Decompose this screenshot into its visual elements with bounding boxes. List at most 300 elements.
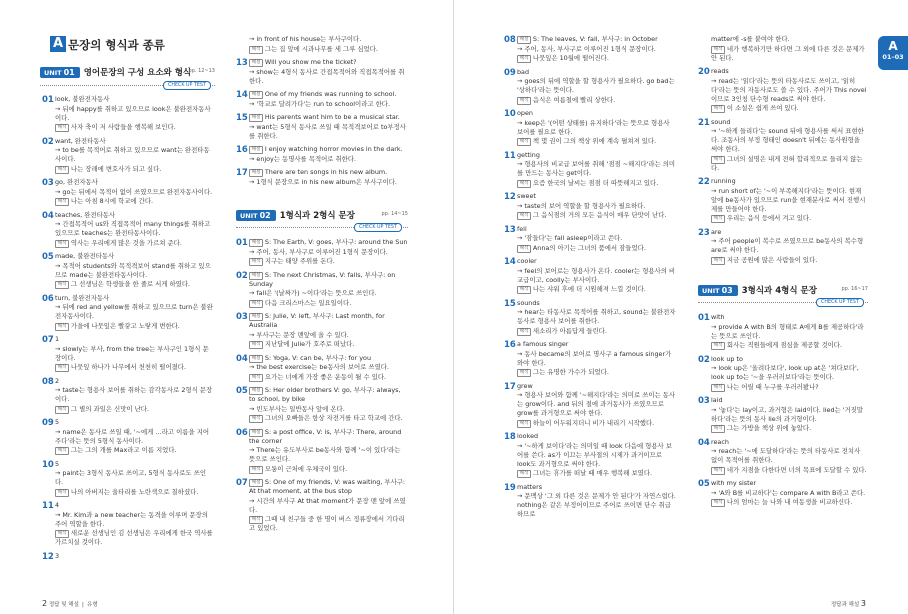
item-body: [55, 335, 214, 373]
item-line: 해설 S: Julie, V: left, 부사구: Last month, for Australia: [249, 312, 385, 329]
item-line: → '~하게 들리다'는 sound 뒤에 형용사를 써서 표현한다. 조동사의 부정 형태인 doesn't 뒤에는 동사원형을 써야 한다.: [711, 127, 864, 153]
label-tag: 해석: [55, 364, 69, 372]
item-number: 06: [42, 293, 54, 304]
item-line: → run short of는 '~이 부족해지다'라는 뜻이다. 현재 앞에 be동사가 있으므로 run을 현재분사로 써서 진행시제를 만들어야 한다.: [711, 186, 866, 213]
answer-item: [42, 252, 214, 290]
section-03-header: [698, 283, 868, 297]
item-number: 03: [236, 312, 248, 322]
answer-item: [42, 178, 214, 207]
item-line: 해석 그 별의 과일은 신맛이 난다.: [55, 405, 214, 414]
answer-item: [698, 355, 868, 393]
item-line: fell: [517, 224, 527, 233]
item-body: [711, 355, 868, 393]
item-number: 05: [42, 252, 54, 262]
answer-item: [42, 137, 214, 175]
item-number: 18: [504, 432, 516, 442]
label-tag: 해설: [249, 355, 263, 363]
item-line: → 목적어 students와 목적격보어 stand를 취하고 있으므로 made는 불완전타동사이다.: [55, 261, 211, 279]
label-tag: 해석: [55, 447, 69, 455]
item-line: → 빈도부사는 일반동사 앞에 온다.: [249, 404, 345, 413]
item-body: [249, 271, 408, 309]
item-number: 05: [698, 479, 710, 489]
item-line: → 문맥상 '그 외 다른 것은 문제가 안 된다'가 자연스럽다. nothing은 같은 부정어이므로 주어로 쓰이면 단수 취급하므로: [517, 492, 676, 518]
item-line: 해석 회사는 직원들에게 점심을 제공할 것이다.: [711, 341, 868, 350]
item-line: with: [711, 313, 725, 321]
label-tag: 해석: [517, 470, 531, 478]
section-badge: UNIT 01: [40, 67, 80, 78]
item-body: [711, 313, 868, 351]
item-line: 해석 음식은 여름철에 빨리 상한다.: [517, 96, 676, 105]
answer-item: [504, 483, 676, 520]
section-02-header: [236, 208, 408, 222]
item-line: 해설 S: The leaves, V: fall, 부사구: in October: [517, 35, 676, 44]
check-up-test-label: CHECK UP TEST: [354, 223, 402, 232]
check-up-test-label: CHECK UP TEST: [816, 298, 864, 307]
item-body: [249, 312, 408, 350]
item-line: → the best exercise는 be동사의 보어로 쓰였다.: [249, 363, 389, 371]
label-tag: 해설: [249, 272, 263, 280]
item-line: look up to: [711, 354, 743, 363]
column-1: [42, 95, 214, 566]
answer-item: [236, 386, 408, 424]
right-footer: [831, 599, 866, 608]
item-line: → 부사구는 문장 맨앞에 올 수 있다.: [249, 330, 349, 339]
item-line: 해석 책 몇 권이 그의 책상 위에 계속 펼쳐져 있다.: [517, 137, 676, 146]
item-body: [249, 478, 408, 534]
item-body: [249, 238, 408, 267]
item-line: 해석 그 음식점의 거의 모든 음식이 매우 단맛이 난다.: [517, 211, 676, 220]
label-tag: 해석: [711, 384, 725, 392]
right-page: [454, 0, 908, 614]
item-line: → in front of his house는 부사구이다.: [249, 35, 362, 43]
item-line: 1: [55, 335, 60, 343]
answer-item: [42, 377, 214, 415]
item-number: 07: [236, 478, 248, 488]
item-line: 해설 S: The next Christmas, V: falls, 부사구: on Sunday: [249, 270, 396, 288]
item-line: 5: [55, 459, 60, 468]
item-line: → read는 '읽다'라는 뜻의 타동사로도 쓰이고, '읽히다'라는 뜻의 자동사로도 쓸 수 있다. 주어가 This novel이므로 3인칭 단수형 reads로 써야 한다.: [711, 76, 867, 103]
item-line: → There는 유도부사로 be동사와 함께 '~이 있다'라는 뜻으로 쓰인다.: [249, 446, 401, 463]
item-line: 해설 There are ten songs in his new album.: [249, 168, 408, 177]
item-body: [711, 438, 868, 476]
item-body: [517, 151, 676, 189]
item-number: 08: [42, 376, 54, 387]
answer-item: [698, 438, 868, 476]
item-body: [517, 340, 676, 378]
item-line: reads: [711, 67, 729, 75]
answer-item: [504, 192, 676, 221]
label-tag: 해석: [711, 425, 725, 433]
item-body: [249, 35, 408, 54]
item-number: 16: [236, 145, 248, 155]
answer-item: [236, 145, 408, 164]
label-tag: 해석: [55, 406, 69, 414]
item-line: → go는 뒤에서 목적어 없이 쓰였으므로 완전자동사이다.: [55, 187, 213, 196]
item-line: 해석 역사는 우리에게 많은 것을 가르쳐 준다.: [55, 239, 214, 248]
tab-letter: A: [888, 39, 898, 53]
label-tag: 해석: [249, 415, 263, 423]
item-number: 19: [504, 482, 516, 493]
item-line: 3: [55, 551, 60, 560]
item-line: 해석 나는 샤워 후에 더 시원해져 느낄 것이다.: [517, 285, 676, 294]
item-number: 02: [236, 270, 248, 281]
item-body: [517, 225, 676, 254]
item-line: → '~하게 보이다'라는 의미일 때 look 다음에 형용사 보어를 쓴다. as가 이끄는 부사절의 시제가 과거이므로 look도 과거형으로 써야 한다.: [517, 441, 672, 468]
label-tag: 해석: [55, 281, 69, 289]
item-line: 해석 그녀는 휴가를 떠날 때 매우 행복해 보였다.: [517, 469, 676, 478]
section-01-header: [40, 65, 215, 79]
label-tag: 해석: [517, 245, 531, 253]
item-line: getting: [517, 150, 540, 159]
item-line: → fall은 '(날짜가) ~이다'라는 뜻으로 쓰인다.: [249, 289, 377, 297]
label-tag: 해설: [249, 387, 263, 395]
item-line: grew: [517, 381, 533, 390]
answer-item: [236, 58, 408, 86]
answer-item: [236, 428, 408, 475]
item-line: 해석 요즘 한국의 날씨는 점점 더 따뜻해지고 있다.: [517, 179, 676, 188]
item-line: 해석 그는 집 앞에 시과나무를 세 그루 심었다.: [249, 45, 408, 54]
label-tag: 해석: [249, 516, 263, 524]
label-tag: 해석: [249, 300, 263, 308]
item-line: → 동사 became의 보어로 명사구 a famous singer가 와야 한다.: [517, 349, 672, 367]
item-line: → hear는 타동사로 목적어를 취하고, sound는 불완전자동사로 형용사 보어를 취한다.: [517, 308, 676, 325]
label-tag: 해석: [711, 156, 725, 164]
item-body: [55, 552, 214, 562]
answer-item: [42, 501, 214, 548]
item-line: 해석 이 소설은 쉽게 쓰여 있다.: [711, 104, 868, 113]
page-number: 2: [42, 599, 48, 608]
label-tag: 해설: [249, 146, 263, 154]
label-tag: 해설: [249, 313, 263, 321]
item-line: sound: [711, 117, 731, 126]
item-line: → name은 동사로 쓰일 때, '~에게 …라고 이름을 지어 주다'라는 뜻의 5형식 동사이다.: [55, 427, 210, 445]
item-line: 해설 One of my friends was running to school.: [249, 90, 408, 99]
item-line: → goes의 뒤에 역할을 할 형용사가 필요하다. go bad는 '상하다'라는 뜻이다.: [517, 77, 675, 94]
item-line: 해석 그때 내 친구들 중 한 명이 버스 정류장에서 기다리고 있었다.: [249, 515, 405, 532]
item-line: → want는 5형식 동사로 쓰일 때 목적격보어로 to부정사를 취한다.: [249, 122, 406, 140]
label-tag: 해석: [517, 55, 531, 63]
item-line: → 형용사 보어와 함께 '~해지다'라는 의미로 쓰이는 동사는 grow이다. and 뒤의 절에 과거동사가 쓰였으므로 grow를 과거형으로 써야 한다.: [517, 391, 676, 417]
item-line: → 주어, 동사, 부사구로 이루어진 1형식 문장이다.: [517, 44, 656, 53]
item-line: 해석 그녀의 오빠들은 항상 자전거를 타고 학교에 간다.: [249, 414, 408, 423]
label-tag: 해설: [249, 479, 263, 487]
answer-item: [504, 257, 676, 295]
item-number: 13: [236, 58, 248, 68]
item-body: [711, 177, 868, 224]
item-line: 해석 우리는 음식 등에서 겨고 있다.: [711, 214, 868, 223]
item-line: 해석 네가 행복하기만 하다면 그 외에 다른 것은 문제가 안 된다.: [711, 44, 865, 62]
answer-item: [504, 432, 676, 479]
label-tag: 해석: [55, 124, 69, 132]
item-number: 05: [236, 386, 248, 396]
item-number: 22: [698, 177, 710, 187]
label-tag: 해석: [711, 215, 725, 223]
label-tag: 해석: [249, 466, 263, 474]
label-tag: 해설: [249, 114, 263, 122]
item-line: → look up은 '올려다보다', look up at은 '쳐다보다', look up to는 '~을 우러러보다'라는 뜻이다.: [711, 364, 859, 381]
item-line: → provide A with B의 형태로 A에게 B를 제공하다'라는 뜻으로 쓰인다.: [711, 322, 864, 340]
answer-item: [698, 177, 868, 224]
item-line: 해설 I enjoy watching horror movies in the dark.: [249, 145, 408, 154]
item-line: 해석 나는 장래에 변호사가 되고 싶다.: [55, 165, 214, 174]
item-line: 해석 사자 축이 저 사람들을 행복해 보인다.: [55, 123, 214, 132]
item-body: [55, 377, 214, 415]
item-body: [249, 58, 408, 86]
answer-item: [698, 67, 868, 114]
answer-item: [42, 552, 214, 562]
section-title: 1형식과 2형식 문장: [279, 211, 355, 221]
answer-item: [698, 118, 868, 174]
item-number: 06: [236, 427, 248, 438]
item-line: → enjoy는 동명사를 목적어로 취한다.: [249, 154, 357, 163]
item-line: → 뒤에 happy를 취하고 있으므로 look은 불완전자동사이다.: [55, 104, 211, 122]
item-line: → slowly는 부사, from the tree는 부사구인 1형식 문장이다.: [55, 344, 209, 362]
item-line: → 시간의 부사구 At that moment가 문장 맨 앞에 쓰였다.: [249, 496, 406, 514]
item-number: 09: [504, 67, 516, 78]
item-line: 해석 나의 아버지는 울타리를 노란색으로 칠하셨다.: [55, 488, 214, 497]
answer-item: [698, 313, 868, 351]
item-number: 02: [42, 136, 54, 147]
item-line: 해석 네가 지점을 다한다면 너의 목표에 도달할 수 있다.: [711, 466, 868, 475]
item-body: [55, 178, 214, 207]
item-body: [249, 428, 408, 475]
label-tag: 해설: [517, 36, 531, 44]
answer-item: [504, 382, 676, 429]
answer-item: [698, 228, 868, 266]
item-line: 해석 새로운 선생님인 김 선생님은 우리에게 한국 역사를 가르치실 것이다.: [55, 529, 213, 546]
answer-item: [236, 35, 408, 54]
item-body: [517, 68, 676, 106]
label-tag: 해석: [249, 341, 263, 349]
item-line: → 뒤에 red and yellow를 취하고 있으므로 turn은 불완전자동사이다.: [55, 303, 213, 320]
label-tag: 해석: [711, 467, 725, 475]
item-line: 2: [55, 376, 60, 385]
label-tag: 해석: [517, 369, 531, 377]
item-line: 해석 나뭇잎은 10월에 떨어진다.: [517, 54, 676, 63]
item-body: [55, 137, 214, 175]
footer-text: 정답 및 해설 ❘ 유형: [48, 602, 98, 608]
item-line: 해석 가을에 나뭇잎은 빨갛고 노랗게 변한다.: [55, 322, 214, 331]
answer-item: [504, 225, 676, 254]
label-tag: 해설: [249, 59, 263, 67]
item-number: 04: [42, 210, 54, 221]
item-line: 해석 Anna의 아기는 그녀의 품에서 잠들었다.: [517, 244, 676, 253]
column-2-top: [236, 35, 408, 191]
label-tag: 해석: [711, 46, 725, 54]
label-tag: 해석: [55, 198, 69, 206]
item-line: → 'A와 B를 비교하다'는 compare A with B라고 쓴다.: [711, 488, 866, 497]
label-tag: 해석: [249, 46, 263, 54]
item-body: [517, 483, 676, 520]
item-body: [55, 460, 214, 498]
item-number: [236, 35, 249, 54]
label-tag: 해석: [517, 212, 531, 220]
item-line: are: [711, 227, 722, 236]
tab-range: 01–03: [882, 53, 904, 61]
item-line: turn, 불완전자동사: [55, 293, 110, 302]
label-tag: 해석: [517, 420, 531, 428]
answer-item: [504, 299, 676, 337]
item-number: 04: [236, 353, 248, 364]
answer-item: [504, 68, 676, 106]
item-line: want, 완전타동사: [55, 136, 106, 145]
item-line: 해석 모퉁이 근처에 우체국이 있다.: [249, 465, 408, 474]
item-line: → taste는 형용사 보어를 취하는 감각동사로 2형식 문장이다.: [55, 386, 213, 403]
item-line: matters: [517, 482, 543, 491]
item-number: 07: [42, 335, 54, 345]
item-line: 해석 그는 그의 개를 Max라고 이름 지었다.: [55, 446, 214, 455]
item-line: a famous singer: [517, 340, 569, 348]
item-line: → keep은 '(어떤 상태를) 유지하다'라는 뜻으로 형용사 보어를 필요로 한다.: [517, 118, 670, 136]
item-line: → feel의 보어로는 형용사가 온다. cooler는 형용사의 비교급이고, coolly는 부사이다.: [517, 266, 676, 284]
item-line: 해석 그는 유명한 가수가 되었다.: [517, 368, 676, 377]
label-tag: 해석: [55, 530, 69, 538]
item-body: [55, 418, 214, 456]
item-number: 14: [236, 90, 248, 100]
item-body: [249, 90, 408, 109]
item-line: 해설 S: One of my friends, V: was waiting, 부사구: At that moment, at the bus stop: [249, 478, 406, 495]
item-number: 12: [504, 192, 516, 202]
label-tag: 해석: [517, 97, 531, 105]
footer-text: 정답과 해설: [830, 602, 860, 608]
section-badge: UNIT 02: [236, 210, 276, 221]
answer-item: [504, 35, 676, 64]
answer-item: [236, 354, 408, 383]
label-tag: 해석: [711, 499, 725, 507]
item-line: sounds: [517, 298, 540, 307]
item-number: 03: [698, 396, 710, 406]
item-line: 해석 새소리가 아름답게 들린다.: [517, 327, 676, 336]
answer-item: [504, 340, 676, 378]
item-number: 17: [236, 168, 248, 178]
item-line: 해설 S: Her older brothers V: go, 부사구: always, to school, by bike: [249, 386, 401, 403]
item-number: 13: [504, 224, 516, 235]
item-body: [711, 67, 868, 114]
item-body: [517, 299, 676, 337]
answer-item: [42, 460, 214, 498]
item-line: → show는 4형식 동사로 간접목적어와 직접목적어를 취한다.: [249, 67, 405, 85]
item-line: 해석 그는 가방을 책상 위에 놓았다.: [711, 424, 868, 433]
item-line: → 형용사의 비교급 보어를 취해 '점점 ~해지다'라는 의미를 만드는 동사는 get이다.: [517, 160, 676, 177]
item-body: [517, 109, 676, 147]
column-2-bottom: [236, 238, 408, 538]
item-line: 해설 S: The Earth, V: goes, 부사구: around the Sun: [249, 238, 408, 247]
item-number: 17: [504, 381, 516, 392]
item-number: 10: [42, 459, 54, 470]
answer-item: [698, 396, 868, 434]
item-body: [55, 211, 214, 249]
item-number: 08: [504, 35, 516, 45]
item-body: [517, 257, 676, 295]
item-line: → Mr. Kim과 a new teacher는 동격을 이루며 문장의 주어 역할을 한다.: [55, 510, 208, 528]
item-line: look, 불완전자동사: [55, 95, 110, 103]
item-body: [55, 252, 214, 290]
item-line: 해석 그 선생님은 학생들을 한 줄로 서게 하였다.: [55, 280, 214, 289]
answer-item: [236, 312, 408, 350]
item-line: teaches, 완전타동사: [55, 210, 116, 219]
item-body: [517, 192, 676, 221]
label-tag: 해석: [711, 257, 725, 265]
item-line: 해석 그녀의 설명은 내게 전혀 합리적으로 들리지 않는다.: [711, 154, 863, 172]
section-pages: pp. 16~17: [841, 286, 868, 292]
item-body: [249, 354, 408, 383]
answer-item: [42, 418, 214, 456]
item-line: → '학교로 달려가다'는 run to school이라고 한다.: [249, 99, 390, 108]
answer-item: [698, 35, 868, 63]
answer-item: [42, 95, 214, 133]
label-tag: 해석: [55, 489, 69, 497]
item-number: 01: [236, 238, 248, 248]
item-line: 해석 지구는 태양 주위를 돈다.: [249, 257, 408, 266]
chapter-title: 문장의 형식과 종류: [68, 38, 165, 52]
answer-item: [42, 211, 214, 249]
answer-item: [236, 478, 408, 534]
label-tag: 해석: [517, 328, 531, 336]
label-tag: 해석: [517, 138, 531, 146]
item-line: sweet: [517, 192, 536, 200]
item-line: 해설 S: a post office, V: is, 부사구: There, around the corner: [249, 427, 402, 445]
answer-item: [236, 90, 408, 109]
item-number: 01: [698, 313, 710, 323]
item-line: 해석 나는 아침 8시에 학교에 간다.: [55, 197, 214, 206]
item-number: 21: [698, 117, 710, 128]
item-number: 23: [698, 227, 710, 238]
label-tag: 해설: [249, 91, 263, 99]
item-line: made, 불완전타동사: [55, 252, 115, 260]
answer-item: [42, 294, 214, 332]
item-number: 20: [698, 67, 710, 77]
item-body: [711, 118, 868, 174]
label-tag: 해석: [55, 323, 69, 331]
item-body: [249, 386, 408, 424]
item-body: [711, 396, 868, 434]
item-line: looked: [517, 432, 539, 440]
section-title: 3형식과 4형식 문장: [741, 286, 817, 296]
label-tag: 해석: [55, 166, 69, 174]
item-number: 14: [504, 257, 516, 267]
item-line: → '놓다'는 lay이고, 과거형은 laid이다. lied는 '거짓말하다'라는 뜻의 동사 lie의 과거형이다.: [711, 405, 864, 423]
item-body: [55, 294, 214, 332]
item-number: 02: [698, 354, 710, 365]
check-up-test-label: CHECK UP TEST: [163, 81, 211, 90]
item-line: reach: [711, 437, 729, 446]
item-line: 해석 나는 어릴 때 누구를 우러러봤나?: [711, 383, 868, 392]
item-number: 15: [236, 113, 248, 123]
item-number: 16: [504, 340, 516, 350]
item-body: [711, 35, 868, 63]
item-line: → paint는 3형식 동사로 쓰이고, 5형식 동사로도 쓰인다.: [55, 469, 206, 486]
column-4-bottom: [698, 313, 868, 512]
label-tag: 해석: [711, 105, 725, 113]
label-tag: 해석: [249, 258, 263, 266]
page-number: 3: [860, 599, 866, 608]
answer-item: [236, 271, 408, 309]
item-line: 해석 다음 크리스마스는 일요일이다.: [249, 299, 408, 308]
item-body: [249, 168, 408, 187]
label-tag: 해석: [55, 240, 69, 248]
item-line: → taste의 보어 역할을 할 형용사가 필요하다.: [517, 201, 646, 210]
item-line: → '잠들다'는 fall asleep이라고 쓴다.: [517, 234, 623, 242]
item-line: → 1형식 문장으로 in his new album은 부사구이다.: [249, 177, 397, 186]
item-number: 15: [504, 298, 516, 309]
item-number: 03: [42, 178, 54, 188]
answer-item: [236, 168, 408, 187]
item-line: 해설 His parents want him to be a musical star.: [249, 113, 408, 122]
section-pages: pp. 12~13: [188, 68, 215, 74]
item-body: [249, 145, 408, 164]
item-body: [517, 432, 676, 479]
item-body: [711, 228, 868, 266]
